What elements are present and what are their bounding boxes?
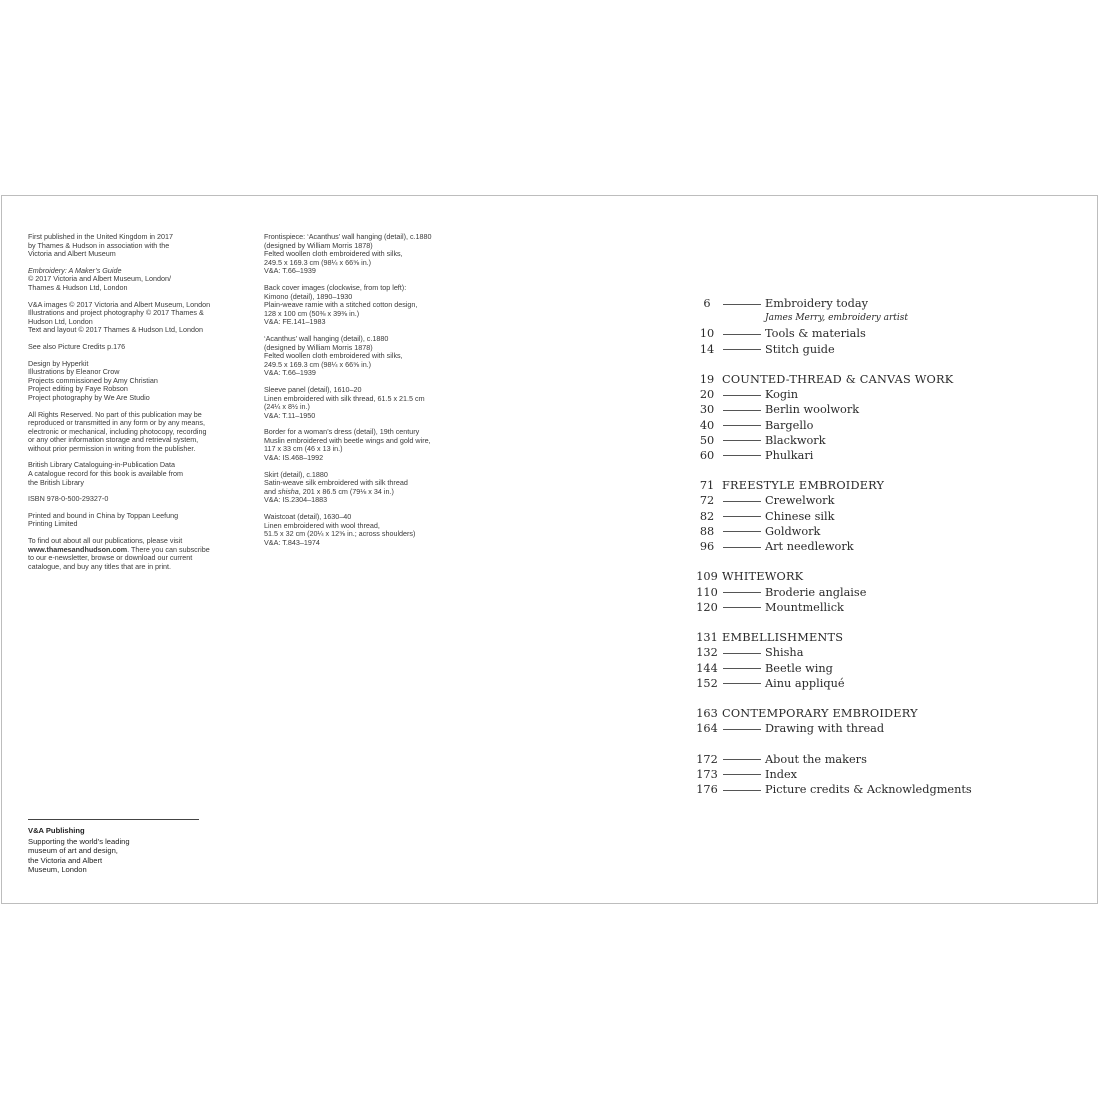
toc-entry-title: Index (765, 767, 798, 781)
toc-page-number: 152 (696, 676, 718, 690)
toc-section-page-number: 19 (699, 372, 715, 386)
toc-section-page-number: 71 (699, 479, 715, 493)
toc-page-number: 30 (699, 403, 715, 417)
imprint-divider (28, 819, 199, 820)
toc-page-number: 82 (699, 509, 715, 523)
toc-section-title: WHITEWORK (722, 570, 804, 584)
toc-page-number: 144 (696, 661, 718, 675)
toc-page-number: 72 (699, 494, 715, 508)
toc-page-number: 96 (699, 540, 715, 553)
colophon-cataloguing: British Library Cataloguing-in-Publication Data A catalogue record for this book is available from the British Library (28, 460, 184, 487)
toc-entry-title: Drawing with thread (765, 722, 885, 736)
colophon-publication-info: First published in the United Kingdom in 2017 by Thames & Hudson in association with the Victoria and Albert Museum (28, 232, 174, 259)
toc-leader-line (723, 683, 761, 684)
toc-page-number: 6 (703, 297, 711, 310)
toc-entry-title: Ainu appliqué (765, 676, 845, 690)
toc-page-number: 172 (696, 752, 718, 766)
toc-entry-title: Crewelwork (765, 494, 835, 508)
colophon-isbn: ISBN 978-0-500-29327-0 (28, 494, 109, 504)
toc-page-number: 88 (699, 524, 715, 538)
toc-leader-line (723, 516, 761, 517)
toc-leader-line (723, 395, 761, 396)
toc-leader-line (723, 607, 761, 608)
toc-leader-line (723, 653, 761, 654)
image-captions (264, 233, 464, 555)
colophon-picture-credits-ref: See also Picture Credits p.176 (28, 341, 126, 351)
toc-entry-title: Chinese silk (765, 509, 835, 523)
toc-leader-line (723, 304, 761, 305)
toc-section-title: FREESTYLE EMBROIDERY (722, 479, 885, 493)
toc-entry-title: Broderie anglaise (765, 585, 867, 599)
caption-frontispiece: Frontispiece: ‘Acanthus’ wall hanging (detail), c.1880 (designed by William Morris 1878) Felted woollen cloth embroidered with silks, 249.5 x 169.3 cm (98¼ x 66⅝ in.) V&A: T.66–1939 (264, 232, 432, 276)
toc-section-page-number: 109 (696, 570, 718, 584)
toc-leader-line (723, 774, 761, 775)
toc-entry-title: Mountmellick (765, 600, 844, 614)
book-title: Embroidery: A Maker’s Guide (28, 265, 122, 275)
toc-page-number: 173 (696, 767, 718, 781)
toc-page-number: 164 (696, 722, 718, 736)
colophon-image-copyright: V&A images © 2017 Victoria and Albert Museum, London Illustrations and project photography © 2017 Thames & Hudson Ltd, London Text and layout © 2017 Thames & Hudson Ltd, London (28, 299, 211, 335)
toc-leader-line (723, 425, 761, 426)
toc-entry-subtitle: James Merry, embroidery artist (765, 313, 909, 324)
toc-leader-line (723, 334, 761, 335)
colophon-printing: Printed and bound in China by Toppan Leefung Printing Limited (28, 510, 179, 529)
caption-skirt: Skirt (detail), c.1880 Satin-weave silk embroidered with silk thread and shisha, 201 x 86.5 cm (79⅛ x 34 in.) V&A: IS.2304–1883 (264, 469, 408, 505)
caption-sleeve-panel: Sleeve panel (detail), 1610–20 Linen embroidered with silk thread, 61.5 x 21.5 cm (24¼ x 8½ in.) V&A: T.11–1950 (264, 384, 425, 420)
toc-page-number: 10 (699, 327, 715, 341)
colophon-credits: Design by Hyperkit Illustrations by Eleanor Crow Projects commissioned by Amy Christian Project editing by Faye Robson Project photography by We Are Studio (28, 358, 158, 402)
publisher-imprint: V&A Publishing Supporting the world’s leading museum of art and design, the Victoria and Albert Museum, London (28, 826, 130, 874)
toc-page-number: 60 (699, 448, 715, 462)
toc-leader-line (723, 455, 761, 456)
caption-acanthus: ‘Acanthus’ wall hanging (detail), c.1880 (designed by William Morris 1878) Felted woollen cloth embroidered with silks, 249.5 x 169.3 cm (98¼ x 66⅝ in.) V&A: T.66–1939 (264, 333, 403, 378)
publisher-name: V&A Publishing (28, 826, 85, 835)
toc-entry-title: Tools & materials (765, 327, 866, 341)
toc-entry-title: Kogin (765, 388, 799, 402)
toc-entry-title: Shisha (765, 646, 804, 660)
toc-entry-title: Goldwork (765, 524, 821, 538)
toc-entry-title: Bargello (765, 418, 814, 432)
toc-leader-line (723, 790, 761, 791)
toc-entry-title: Embroidery today (765, 297, 868, 310)
toc-page-number: 50 (699, 433, 715, 447)
toc-section-title: EMBELLISHMENTS (722, 631, 844, 645)
toc-entry-title: Picture credits & Acknowledgments (765, 783, 972, 796)
toc-entry-title: Beetle wing (765, 661, 833, 675)
toc-entry-title: Stitch guide (765, 342, 835, 356)
toc-leader-line (723, 440, 761, 441)
toc-leader-line (723, 668, 761, 669)
toc-leader-line (723, 531, 761, 532)
toc-entry-title: Art needlework (765, 540, 854, 553)
toc-leader-line (723, 547, 761, 548)
caption-border: Border for a woman’s dress (detail), 19th century Muslin embroidered with beetle wings and gold wire, 117 x 33 cm (46 x 13 in.) V&A: IS.468–1992 (264, 427, 431, 463)
colophon-rights: All Rights Reserved. No part of this publication may be reproduced or transmitted in any form or by any means, electronic or mechanical, including photocopy, recording or any other information storage and retrieval system, without prior permission in writing from the publisher. (28, 409, 207, 453)
toc-page-number: 14 (699, 342, 715, 356)
toc-leader-line (723, 759, 761, 760)
toc-section-page-number: 163 (696, 707, 718, 721)
toc-leader-line (723, 410, 761, 411)
toc-page-number: 120 (696, 600, 718, 614)
toc-leader-line (723, 729, 761, 730)
toc-leader-line (723, 349, 761, 350)
toc-leader-line (723, 501, 761, 502)
toc-page-number: 20 (699, 388, 715, 402)
colophon-copyright: Embroidery: A Maker’s Guide © 2017 Victoria and Albert Museum, London/ Thames & Hudson Ltd, London (28, 267, 228, 293)
toc-leader-line (723, 592, 761, 593)
caption-waistcoat: Waistcoat (detail), 1630–40 Linen embroidered with wool thread, 51.5 x 32 cm (20¼ x 12⅝ in.; across shoulders) V&A: T.843–1974 (264, 512, 416, 547)
colophon-website-info: To find out about all our publications, please visit www.thamesandhudson.com. There you can subscribe to our e-newsletter, browse or download our current catalogue, and buy any titles that are in print. (28, 536, 210, 571)
toc-entry-title: Blackwork (765, 433, 826, 447)
toc-section-title: COUNTED-THREAD & CANVAS WORK (722, 372, 954, 386)
website-link[interactable]: www.thamesandhudson.com (28, 544, 128, 554)
toc-entry-title: Berlin woolwork (765, 403, 860, 417)
caption-back-cover: Back cover images (clockwise, from top left): Kimono (detail), 1890–1930 Plain-weave ramie with a stitched cotton design, 128 x 100 cm (50⅜ x 39⅜ in.) V&A: FE.141–1983 (264, 282, 418, 327)
toc-page-number: 110 (696, 585, 718, 599)
toc-entry-title: About the makers (765, 752, 867, 766)
toc-page-number: 176 (696, 783, 718, 796)
toc-entry-title: Phulkari (765, 448, 814, 462)
toc-page-number: 40 (699, 418, 715, 432)
colophon (28, 233, 228, 579)
toc-section-page-number: 131 (696, 631, 718, 645)
toc-section-title: CONTEMPORARY EMBROIDERY (722, 707, 918, 721)
toc-page-number: 132 (696, 646, 718, 660)
